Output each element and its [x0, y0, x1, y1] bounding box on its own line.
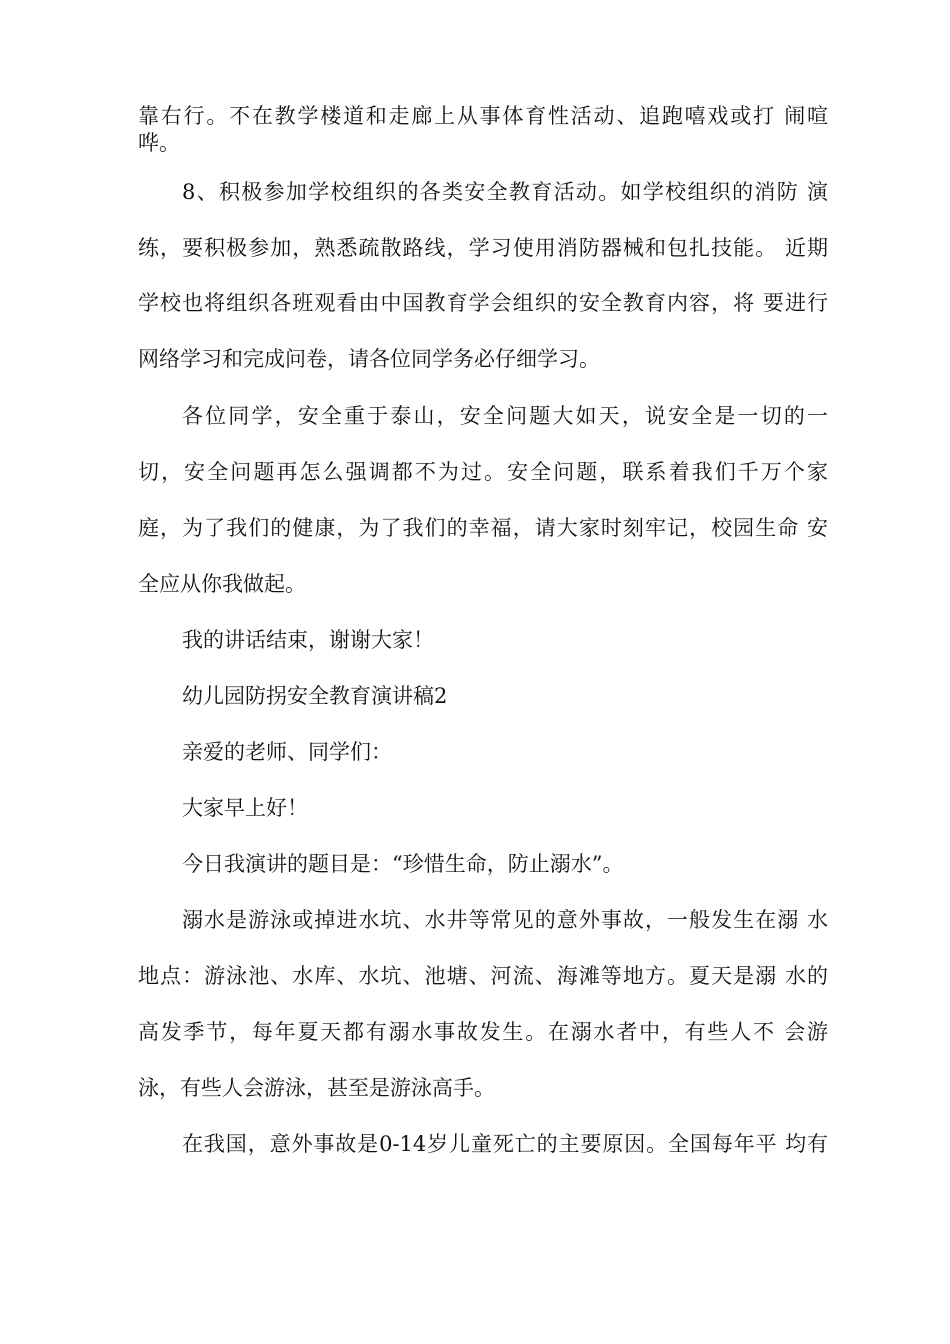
text-line-19: 泳，有些人会游泳，甚至是游泳高手。	[138, 1076, 495, 1100]
text-line-9: 庭，为了我们的健康，为了我们的幸福，请大家时刻牢记，校园生命 安	[138, 516, 828, 540]
greeting: 大家早上好！	[182, 796, 308, 820]
text-line-16: 溺水是游泳或掉进水坑、水井等常见的意外事故，一般发生在溺 水	[182, 908, 828, 932]
salutation: 亲爱的老师、同学们：	[182, 740, 392, 764]
text-line-2: 哗。	[138, 131, 180, 155]
text-line-6: 网络学习和完成问卷，请各位同学务必仔细学习。	[138, 347, 600, 371]
text-line-8: 切，安全问题再怎么强调都不为过。安全问题，联系着我们千万个家	[138, 460, 828, 484]
text-line-10: 全应从你我做起。	[138, 572, 306, 596]
text-line-4: 练，要积极参加，熟悉疏散路线，学习使用消防器械和包扎技能。 近期	[138, 236, 828, 260]
text-line-3: 8、积极参加学校组织的各类安全教育活动。如学校组织的消防 演	[182, 180, 828, 204]
speech-topic: 今日我演讲的题目是：“珍惜生命，防止溺水”。	[182, 852, 624, 876]
text-line-17: 地点：游泳池、水库、水坑、池塘、河流、海滩等地方。夏天是溺 水的	[138, 964, 828, 988]
text-line-20: 在我国，意外事故是0-14岁儿童死亡的主要原因。全国每年平 均有	[182, 1132, 828, 1156]
text-line-5: 学校也将组织各班观看由中国教育学会组织的安全教育内容，将 要进行	[138, 291, 828, 315]
closing-line: 我的讲话结束，谢谢大家！	[182, 628, 434, 652]
text-line-1: 靠右行。不在教学楼道和走廊上从事体育性活动、追跑嘻戏或打 闹喧	[138, 104, 828, 128]
text-line-18: 高发季节，每年夏天都有溺水事故发生。在溺水者中，有些人不 会游	[138, 1020, 828, 1044]
section-title: 幼儿园防拐安全教育演讲稿2	[182, 684, 448, 708]
text-line-7: 各位同学，安全重于泰山，安全问题大如天，说安全是一切的一	[182, 404, 828, 428]
